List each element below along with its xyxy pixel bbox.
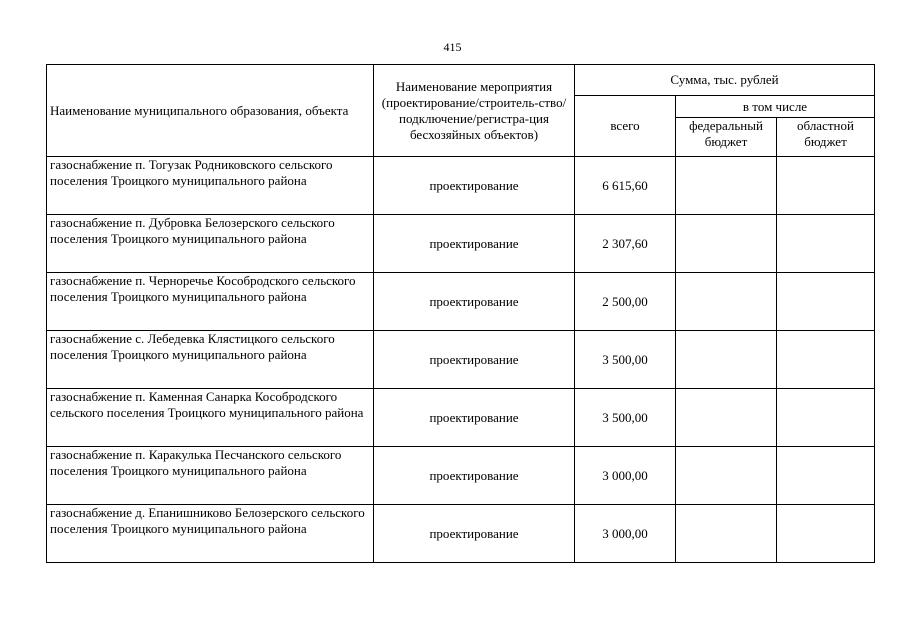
cell-federal — [676, 505, 777, 563]
table-row — [47, 331, 875, 389]
header-including: в том числе — [676, 96, 875, 118]
cell-federal — [676, 157, 777, 215]
cell-regional — [777, 447, 875, 505]
cell-object-name: газоснабжение п. Каменная Санарка Кособродского сельского поселения Троицкого муниципального района — [47, 389, 374, 447]
table-row — [47, 505, 875, 563]
cell-federal — [676, 215, 777, 273]
cell-total: 2 307,60 — [575, 215, 676, 273]
cell-federal — [676, 273, 777, 331]
cell-object-name: газоснабжение с. Лебедевка Клястицкого сельского поселения Троицкого муниципального района — [47, 331, 374, 389]
header-event: Наименование мероприятия (проектирование/строитель-ство/подключение/регистра-ция бесхозяйных объектов) — [374, 65, 575, 157]
cell-event: проектирование — [374, 215, 575, 273]
header-federal: федеральный бюджет — [676, 118, 777, 157]
cell-object-name: газоснабжение п. Черноречье Кособродского сельского поселения Троицкого муниципального района — [47, 273, 374, 331]
cell-total: 3 000,00 — [575, 447, 676, 505]
table-row — [47, 447, 875, 505]
cell-object-name: газоснабжение п. Дубровка Белозерского сельского поселения Троицкого муниципального района — [47, 215, 374, 273]
cell-event: проектирование — [374, 157, 575, 215]
cell-event: проектирование — [374, 389, 575, 447]
cell-federal — [676, 447, 777, 505]
table-row — [47, 215, 875, 273]
cell-total: 3 500,00 — [575, 389, 676, 447]
cell-total: 3 500,00 — [575, 331, 676, 389]
header-total: всего — [575, 96, 676, 157]
cell-regional — [777, 273, 875, 331]
table-row — [47, 273, 875, 331]
cell-object-name: газоснабжение д. Епанишниково Белозерского сельского поселения Троицкого муниципального района — [47, 505, 374, 563]
cell-total: 2 500,00 — [575, 273, 676, 331]
header-sum: Сумма, тыс. рублей — [575, 65, 875, 96]
table-row — [47, 389, 875, 447]
cell-event: проектирование — [374, 505, 575, 563]
cell-total: 6 615,60 — [575, 157, 676, 215]
cell-regional — [777, 331, 875, 389]
header-name: Наименование муниципального образования, объекта — [47, 65, 374, 157]
cell-federal — [676, 389, 777, 447]
table-row — [47, 157, 875, 215]
cell-object-name: газоснабжение п. Тогузак Родниковского сельского поселения Троицкого муниципального района — [47, 157, 374, 215]
cell-object-name: газоснабжение п. Каракулька Песчанского сельского поселения Троицкого муниципального района — [47, 447, 374, 505]
cell-regional — [777, 505, 875, 563]
cell-regional — [777, 215, 875, 273]
page-number: 415 — [443, 40, 462, 54]
cell-regional — [777, 157, 875, 215]
header-regional: областной бюджет — [777, 118, 875, 157]
funding-table — [46, 64, 875, 563]
cell-federal — [676, 331, 777, 389]
cell-total: 3 000,00 — [575, 505, 676, 563]
cell-event: проектирование — [374, 447, 575, 505]
cell-regional — [777, 389, 875, 447]
cell-event: проектирование — [374, 273, 575, 331]
cell-event: проектирование — [374, 331, 575, 389]
